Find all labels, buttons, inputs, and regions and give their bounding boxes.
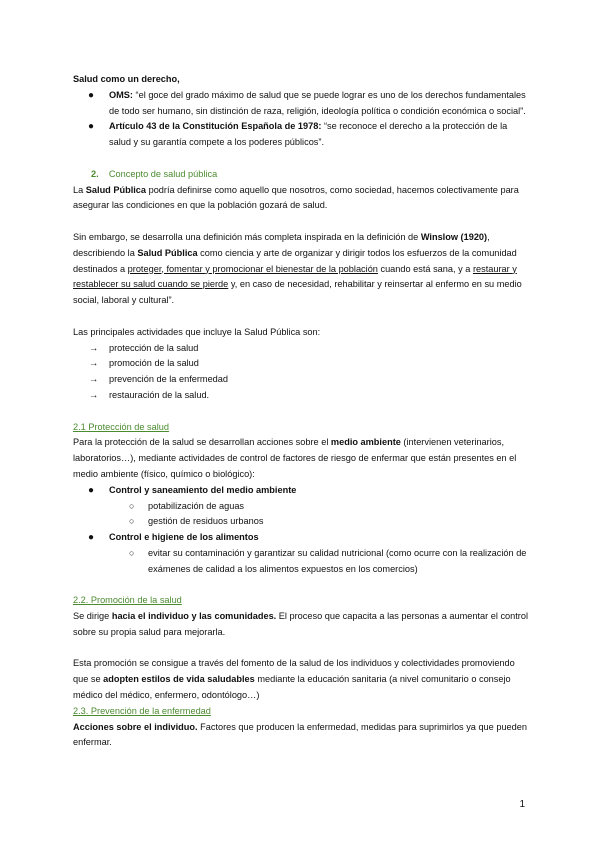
bullet-control-medio-ambiente: ● Control y saneamiento del medio ambiente <box>73 483 531 499</box>
section-heading-proteccion[interactable]: 2.1 Protección de salud <box>73 421 170 432</box>
arrow-right-icon: → <box>89 374 99 385</box>
bullet-dot-icon: ● <box>88 484 95 496</box>
heading-text: Concepto de salud pública <box>108 168 218 179</box>
bullet-dot-icon: ● <box>88 121 95 133</box>
paragraph-promocion-1: Se dirige hacia el individuo y las comunidades. El proceso que capacita a las personas a aumentar el control sobre su propia salud para mejorarla. <box>73 611 529 637</box>
bullet-control-alimentos: ● Control e higiene de los alimentos <box>73 530 531 546</box>
page-number: 1 <box>519 799 525 810</box>
section-heading-promocion[interactable]: 2.2. Promoción de la salud <box>73 595 182 606</box>
list-item: → promoción de la salud <box>73 356 531 372</box>
bullet-circle-icon: ○ <box>129 547 135 558</box>
bullet-dot-icon: ● <box>88 532 95 544</box>
section-heading-prevencion[interactable]: 2.3. Prevención de la enfermedad <box>73 705 211 716</box>
bullet-dot-icon: ● <box>88 89 95 101</box>
paragraph-winslow: Sin embargo, se desarrolla una definición más completa inspirada en la definición de Winslow (1920), describiendo la Salud Pública como ciencia y arte de organizar y dirigir todos los esfuerzos de la comunidad destinados a proteger, fomentar y promocionar el bienestar de la población cuando está sana, y a restaurar y restablecer su salud cuando se pierde y, en caso de necesidad, rehabilitar y reinsertar al enfermo en su medio social, laboral y cultural”. <box>73 231 522 306</box>
arrow-right-icon: → <box>89 389 99 400</box>
bullet-circle-icon: ○ <box>129 500 135 511</box>
bullet-circle-icon: ○ <box>129 516 135 527</box>
paragraph-proteccion: Para la protección de la salud se desarrollan acciones sobre el medio ambiente (intervienen veterinarios, laboratorios…), mediante actividades de control de factores de riesgo de enfermar que están presentes en el medio ambiente (físico, químico o biológico): <box>73 437 517 479</box>
list-item: → prevención de la enfermedad <box>73 372 531 388</box>
paragraph-definicion: La Salud Pública podría definirse como aquello que nosotros, como sociedad, hacemos colectivamente para asegurar las condiciones en que la población gozará de salud. <box>73 184 519 211</box>
list-item: → protección de la salud <box>73 341 531 357</box>
list-item: ○ evitar su contaminación y garantizar su calidad nutricional (como ocurre con la realización de exámenes de calidad a los alimentos expuestos en los comercios) <box>129 547 527 574</box>
paragraph-promocion-2: Esta promoción se consigue a través del fomento de la salud de los individuos y colectividades promoviendo que se adopten estilos de vida saludables mediante la educación sanitaria (a nivel comunitario o consejo médico del médico, enfermero, odontólogo…) <box>73 658 515 701</box>
articulo-text: “se reconoce el derecho a la protección de la salud y su garantía compete a los poderes públicos”. <box>109 121 508 148</box>
page-content <box>73 72 531 751</box>
section-heading-concepto <box>73 167 531 183</box>
list-item: ○ gestión de residuos urbanos <box>73 514 531 530</box>
articulo-label: Artículo 43 de la Constitución Española de 1978: <box>109 121 322 132</box>
oms-label: OMS: <box>109 89 133 100</box>
bullet-articulo-43 <box>73 119 531 151</box>
paragraph-actividades: Las principales actividades que incluye la Salud Pública son: <box>73 326 321 337</box>
list-item: ○ potabilización de aguas <box>73 499 531 515</box>
arrow-right-icon: → <box>89 342 99 353</box>
heading-number: 2. <box>91 168 99 179</box>
bullet-oms <box>73 88 531 120</box>
section-title-salud-derecho: Salud como un derecho, <box>73 74 180 84</box>
oms-text: “el goce del grado máximo de salud que se puede lograr es uno de los derechos fundamentales de todo ser humano, sin distinción de raza, religión, ideología política o condición económica o social”. <box>109 89 526 116</box>
list-item: → restauración de la salud. <box>73 388 531 404</box>
paragraph-prevencion: Acciones sobre el individuo. Factores que producen la enfermedad, medidas para suprimirlos ya que pueden enfermar. <box>73 721 527 748</box>
arrow-right-icon: → <box>89 358 99 369</box>
